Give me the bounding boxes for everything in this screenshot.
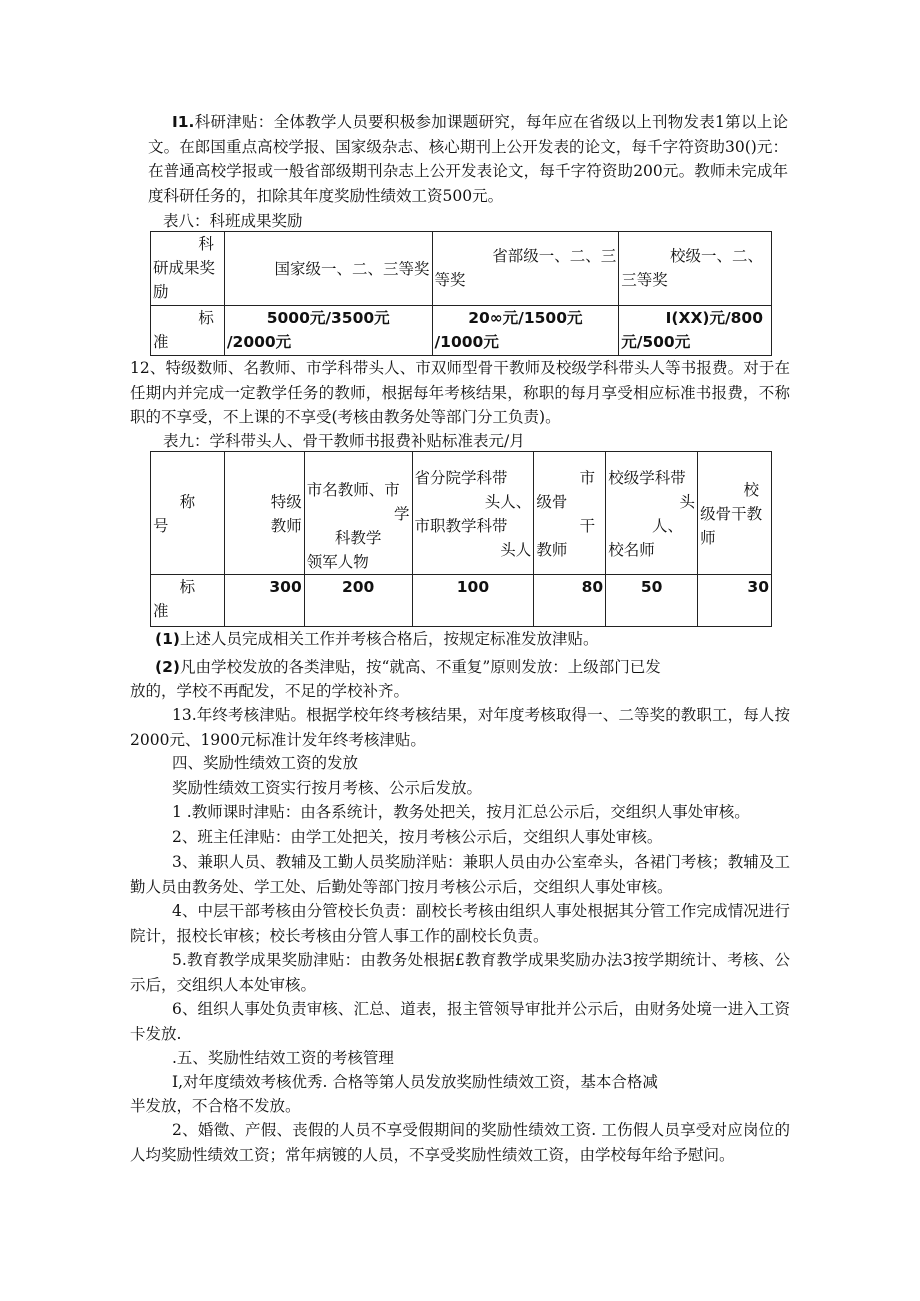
cell-text: 5000元/3500元 [266, 309, 390, 327]
cell-text: 干 [579, 517, 596, 535]
table-row [151, 306, 772, 356]
table-cell [534, 575, 606, 627]
section-4-intro: 奖励性绩效工资实行按月考核、公示后发放。 [172, 779, 483, 797]
section-4-item-6: 6、组织人事处负责审核、汇总、道表，报主管领导审批并公示后，由财务处境一进入工资卡发放. [130, 1000, 790, 1043]
paragraph-text: ：全体教学人员要积极参加课题研究，每年应在省级以上刊物发表1第以上论文。在郎国重点高校学报、国家级杂志、核心期刊上公开发表的论文，每千字符资助30()元：在普通高校学报或一般省部级期刊杂志上公开发表论文，每千字符资助200元。教师未完成年度科研任务的，扣除其年度奖励性绩效工资500元。 [148, 113, 788, 205]
paragraph-11 [148, 110, 788, 208]
section-4-item-4: 4、中层干部考核由分管校长负责：副校长考核由组织人事处根据其分管工作完成情况进行院计，报校长审核；校长考核由分管人事工作的副校长负责。 [130, 902, 790, 945]
cell-text: 头人、 [484, 493, 532, 511]
cell-value: 50 [640, 578, 663, 596]
section-5-item-1-continued: 半发放，不合格不发放。 [130, 1097, 301, 1115]
table-cell [619, 232, 772, 306]
cell-value: 200 [341, 578, 375, 596]
item-number: I1. [172, 113, 195, 131]
cell-text: /1000元 [434, 333, 499, 351]
table-8-caption: 表八：科班成果奖励 [163, 212, 303, 230]
table-row [151, 452, 772, 575]
cell-text: 三等奖 [621, 271, 668, 289]
note-text: 凡由学校发放的各类津贴，按“就高、不重复”原则发放：上级部门已发 [179, 658, 661, 676]
cell-text: 研成果奖 [153, 259, 216, 277]
note-number: (2) [155, 658, 180, 676]
cell-text: 师 [700, 529, 716, 547]
cell-text: 标 [198, 309, 214, 327]
cell-text: 教师 [536, 541, 568, 559]
cell-text: 准 [153, 602, 169, 620]
note-2-continued: 放的，学校不再配发，不足的学校补齐。 [130, 682, 410, 700]
cell-text: 校 [743, 481, 759, 499]
cell-text: 特级 [270, 493, 302, 511]
cell-text: 头人 [500, 541, 532, 559]
note-number: (1) [155, 630, 180, 648]
cell-text: 市 [579, 469, 596, 487]
note-1 [155, 627, 795, 652]
paragraph-13: 13.年终考核津贴。根据学校年终考核结果，对年度考核取得一、二等奖的教职工，每人按2000元、1900元标准计发年终考核津贴。 [130, 706, 790, 749]
cell-text: 学 [394, 505, 410, 523]
section-4-title: 四、奖励性绩效工资的发放 [172, 754, 359, 772]
cell-text: 教师 [270, 517, 302, 535]
section-5-title: .五、奖励性结效工资的考核管理 [172, 1049, 394, 1067]
table-row [151, 575, 772, 627]
cell-text: 头 [679, 493, 696, 511]
cell-text: 校级一、二、 [669, 247, 763, 265]
cell-text: 级骨干教 [700, 505, 763, 523]
cell-value: 100 [456, 578, 490, 596]
cell-text: 省部级一、二、三 [492, 247, 617, 265]
table-cell [698, 575, 772, 627]
cell-text: 励 [153, 283, 169, 301]
cell-text: 领军人物 [306, 553, 369, 571]
cell-text: 市名教师、市 [306, 481, 400, 499]
table-cell [304, 575, 412, 627]
cell-text: 国家级一、二、三等奖 [274, 259, 430, 278]
table-cell [432, 306, 619, 356]
cell-text: 标 [179, 578, 196, 596]
section-4-item-2: 2、班主任津贴：由学工处把关，按月考核公示后，交组织人事处审核。 [172, 828, 663, 846]
cell-text: 科 [198, 235, 214, 253]
cell-text: 等奖 [434, 271, 466, 289]
section-4-item-3: 3、兼职人员、教辅及工勤人员奖励洋贴：兼职人员由办公室牵头，各裙门考核；教辅及工勤人员由教务处、学工处、后勤处等部门按月考核公示后，交组织人事处审核。 [130, 853, 790, 896]
cell-text: 号 [153, 517, 169, 535]
table-8 [150, 231, 772, 356]
cell-text: 称 [179, 493, 196, 511]
table-cell [432, 232, 619, 306]
table-cell [698, 452, 772, 575]
table-cell [534, 452, 606, 575]
table-9-caption: 表九：学科带头人、骨干教师书报费补贴标准表元/月 [163, 432, 525, 450]
table-cell [151, 232, 225, 306]
section-5-item-2: 2、婚徵、产假、丧假的人员不享受假期间的奖励性绩效工资. 工伤假人员享受对应岗位的人均奖励性绩效工资；常年病镀的人员，不享受奖励性绩效工资，由学校每年给予慰问。 [130, 1121, 790, 1164]
cell-text: I(XX)元/800 [665, 309, 763, 327]
table-cell [151, 452, 225, 575]
section-4-item-5: 5.教育教学成果奖励津贴：由教务处根据£教育教学成果奖励办法3按学期统计、考核、公示后，交组织人本处审核。 [130, 951, 790, 994]
section-4-item-1: 1 .教师课时津贴：由各系统计，教务处把关，按月汇总公示后，交组织人事处审核。 [172, 803, 750, 821]
cell-text: 20∞元/1500元 [468, 309, 583, 327]
paragraph-12: 12、特级数师、名教师、市学科带头人、市双师型骨干教师及校级学科带头人等书报费。对于在任期内并完成一定教学任务的教师，根据每年考核结果，称职的每月享受相应标准书报费，不称职的不享受，不上课的不享受(考核由教务处等部门分工负责)。 [130, 359, 790, 426]
cell-value: 300 [269, 578, 302, 596]
note-2 [155, 655, 795, 680]
table-cell [619, 306, 772, 356]
cell-text: 校名师 [608, 541, 655, 559]
table-cell [606, 575, 698, 627]
item-lead: 科研津贴 [194, 113, 258, 131]
table-cell [412, 452, 534, 575]
cell-text: 元/500元 [621, 333, 691, 351]
cell-text: 科教学 [334, 529, 382, 547]
cell-text: 校级学科带 [608, 469, 686, 487]
table-cell [606, 452, 698, 575]
cell-text: 人、 [652, 517, 684, 535]
section-5-item-1: I,对年度绩效考核优秀. 合格等第人员发放奖励性绩效工资，基本合格减 [172, 1073, 658, 1091]
table-cell [151, 306, 225, 356]
table-cell [224, 306, 432, 356]
table-cell [412, 575, 534, 627]
table-cell [224, 575, 304, 627]
cell-text: 市职教学科带 [414, 517, 508, 535]
cell-text: 省分院学科带 [414, 469, 508, 487]
table-cell [224, 232, 432, 306]
table-row [151, 232, 772, 306]
cell-value: 80 [581, 578, 604, 596]
cell-value: 30 [747, 578, 769, 596]
table-9 [150, 451, 772, 627]
cell-text: 级骨 [536, 493, 568, 511]
table-cell [151, 575, 225, 627]
table-cell [224, 452, 304, 575]
cell-text: 准 [153, 333, 169, 351]
cell-text: /2000元 [226, 333, 292, 351]
note-text: 上述人员完成相关工作并考核合格后，按规定标准发放津贴。 [179, 630, 599, 648]
table-cell [304, 452, 412, 575]
